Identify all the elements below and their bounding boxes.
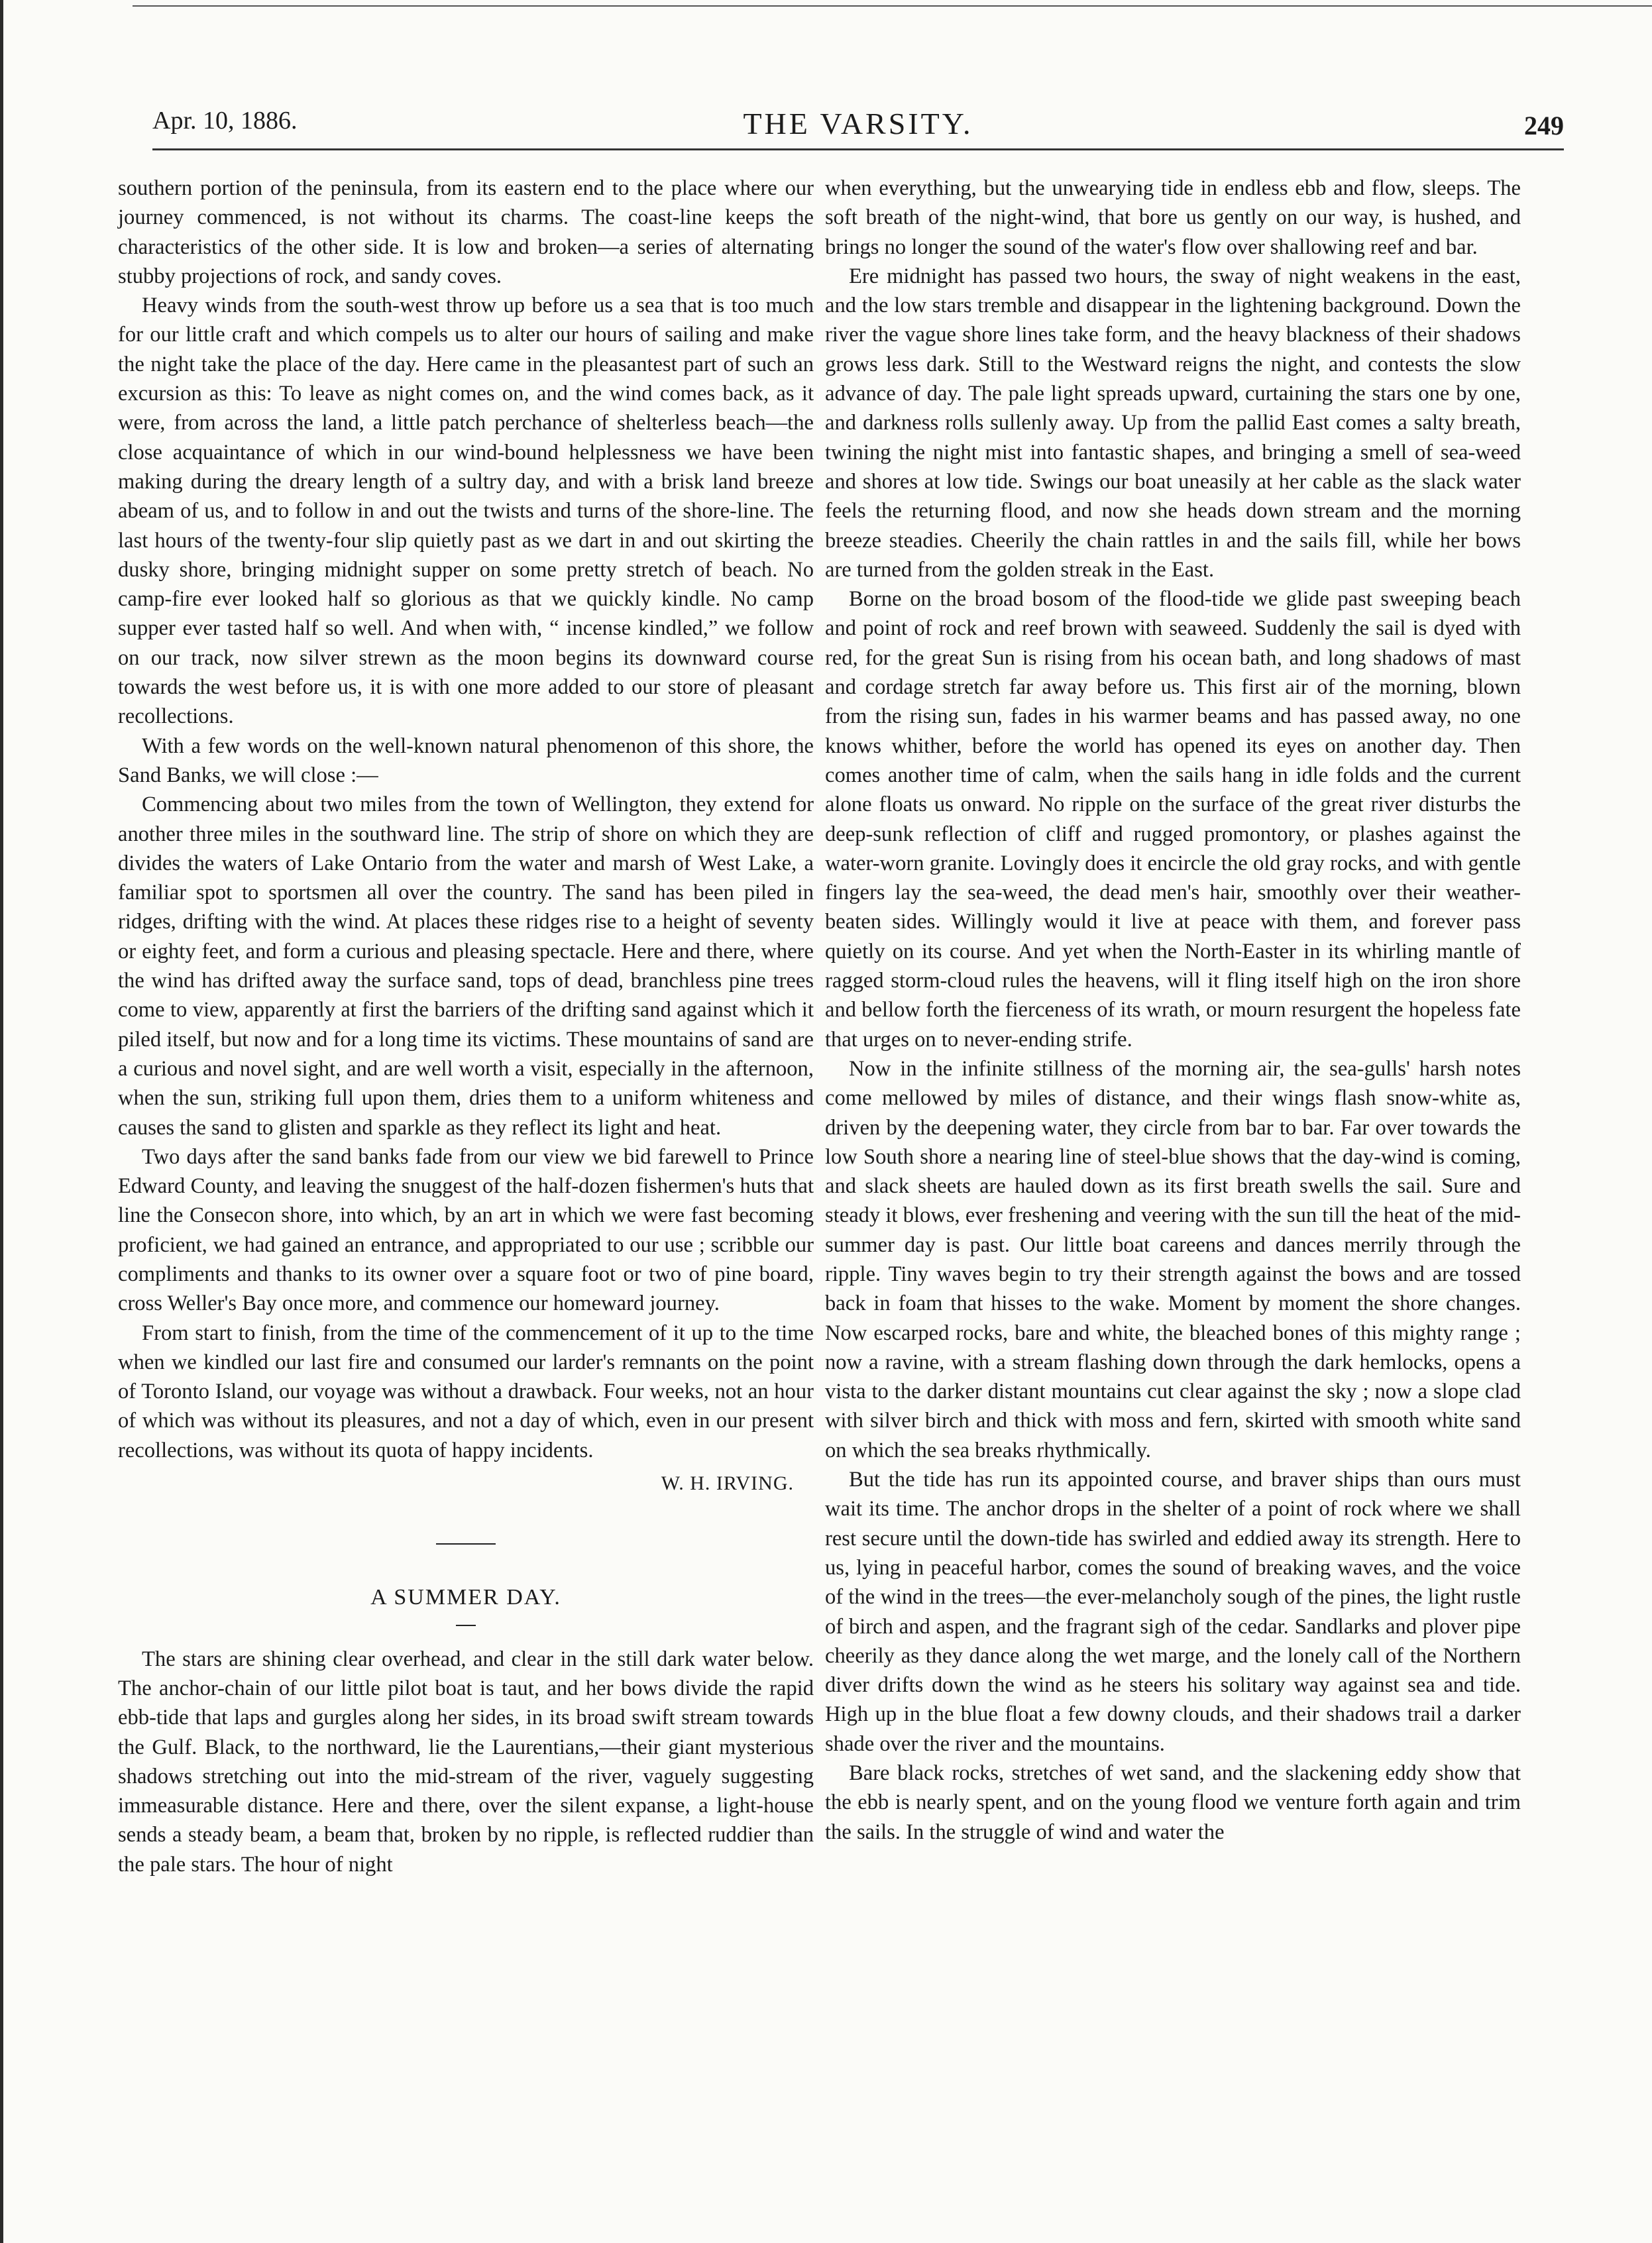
paragraph: With a few words on the well-known natural phenomenon of this shore, the Sand Banks, we will close :— <box>118 734 814 787</box>
paragraph: Two days after the sand banks fade from our view we bid farewell to Prince Edward County, and leaving the snuggest of the half-dozen fishermen's huts that line the Consecon shore, into which, by an art in which we were fast becoming proficient, we had gained an entrance, and appropriated to our use ; scribble our compliments and thanks to its owner over a square foot or two of pine board, cross Weller's Bay once more, and commence our homeward journey. <box>118 1144 814 1316</box>
right-column <box>825 174 1521 1847</box>
left-column <box>118 174 814 1879</box>
paragraph: From start to finish, from the time of the commencement of it up to the time when we kindled our last fire and consumed our larder's remnants on the point of Toronto Island, our voyage was without a drawback. Four weeks, not an hour of which was without its pleasures, and not a day of which, even in our present recollections, was without its quota of happy incidents. <box>118 1321 814 1462</box>
header-rule <box>152 148 1564 150</box>
top-border-rule <box>133 5 1652 7</box>
publication-title: THE VARSITY. <box>743 107 973 140</box>
paragraph: Heavy winds from the south-west throw up before us a sea that is too much for our little craft and which compels us to alter our hours of sailing and make the night take the place of the day. Here came in the pleasantest part of such an excursion as this: To leave as night comes on, and the wind comes back, as it were, from across the land, a little patch perchance of shelterless beach—the close acquaintance of which in our wind-bound helplessness we have been making during the dreary length of a sultry day, and with a brisk land breeze abeam of us, and to follow in and out the twists and turns of the shore-line. The last hours of the twenty-four slip quietly past as we dart in and out skirting the dusky shore, bringing midnight supper on some pretty stretch of beach. No camp-fire ever looked half so glorious as that we quickly kindle. No camp supper ever tasted half so well. And when with, “ incense kindled,” we follow on our track, now silver strewn as the moon begins its downward course towards the west before us, it is with one more added to our store of pleasant recollections. <box>118 294 814 729</box>
title-dash <box>456 1625 476 1626</box>
issue-date: Apr. 10, 1886. <box>152 107 298 135</box>
paragraph: Bare black rocks, stretches of wet sand, and the slackening eddy show that the ebb is nearly spent, and on the young flood we venture forth again and trim the sails. In the struggle of wind and water the <box>825 1761 1521 1844</box>
paragraph: Ere midnight has passed two hours, the sway of night weakens in the east, and the low stars tremble and disappear in the lightening background. Down the river the vague shore lines take form, and the heavy blackness of their shadows grows less dark. Still to the Westward reigns the night, and contests the slow advance of day. The pale light spreads upward, curtaining the stars one by one, and darkness rolls sullenly away. Up from the pallid East comes a salty breath, twining the night mist into fantastic shapes, and bringing a smell of sea-weed and shores at low tide. Swings our boat uneasily at her cable as the slack water feels the returning flood, and now she heads down stream and the morning breeze steadies. Cheerily the chain rattles in and the sails fill, while her bows are turned from the golden streak in the East. <box>825 264 1521 582</box>
page-number: 249 <box>1524 111 1564 140</box>
paragraph: when everything, but the unwearying tide in endless ebb and flow, sleeps. The soft breath of the night-wind, that bore us gently on our way, is hushed, and brings no longer the sound of the water's flow over shallowing reef and bar. <box>825 176 1521 259</box>
section-title: A SUMMER DAY. <box>370 1585 561 1610</box>
page-header <box>152 106 1564 152</box>
paragraph: Commencing about two miles from the town of Wellington, they extend for another three miles in the southward line. The strip of shore on which they are divides the waters of Lake Ontario from the water and marsh of West Lake, a familiar spot to sportsmen all over the country. The sand has been piled in ridges, drifting with the wind. At places these ridges rise to a height of seventy or eighty feet, and form a curious and pleasing spectacle. Here and there, where the wind has drifted away the surface sand, tops of dead, branchless pine trees come to view, apparently at first the barriers of the drifting sand against which it piled itself, but now and for a long time its victims. These mountains of sand are a curious and novel sight, and are well worth a visit, especially in the afternoon, when the sun, striking full upon them, dries them to a uniform whiteness and causes the sand to glisten and sparkle as they reflect its light and heat. <box>118 793 814 1140</box>
paragraph: The stars are shining clear overhead, and clear in the still dark water below. The anchor-chain of our little pilot boat is taut, and her bows divide the rapid ebb-tide that laps and gurgles along her sides, in its broad swift stream towards the Gulf. Black, to the northward, lie the Laurentians,—their giant mysterious shadows stretching out into the mid-stream of the river, vaguely suggesting immeasurable distance. Here and there, over the silent expanse, a light-house sends a steady beam, a beam that, broken by no ripple, is reflected ruddier than the pale stars. The hour of night <box>118 1647 814 1877</box>
paragraph: But the tide has run its appointed course, and braver ships than ours must wait its time. The anchor drops in the shelter of a point of rock where we shall rest secure until the down-tide has swirled and eddied away its strength. Here to us, lying in peaceful harbor, comes the sound of breaking waves, and the voice of the wind in the trees—the ever-melancholy sough of the pines, the light rustle of birch and aspen, and the fragrant sigh of the cedar. Sandlarks and plover pipe cheerily as they dance along the wet marge, and the lonely call of the Northern diver drifts down the wind as he steers his solitary way against sea and tide. High up in the blue float a few downy clouds, and their shadows trail a darker shade over the river and the mountains. <box>825 1468 1521 1756</box>
author-signature: W. H. IRVING. <box>661 1472 794 1495</box>
page-edge <box>0 0 3 2243</box>
paragraph: southern portion of the peninsula, from its eastern end to the place where our journey commenced, is not without its charms. The coast-line keeps the characteristics of the other side. It is low and broken—a series of alternating stubby projections of rock, and sandy coves. <box>118 176 814 288</box>
section-separator <box>436 1543 496 1545</box>
paragraph: Borne on the broad bosom of the flood-tide we glide past sweeping beach and point of rock and reef brown with seaweed. Suddenly the sail is dyed with red, for the great Sun is rising from his ocean bath, and long shadows of mast and cordage stretch far away before us. This first air of the morning, blown from the rising sun, fades in his warmer beams and has passed away, no one knows whither, before the world has opened its eyes on another day. Then comes another time of calm, when the sails hang in idle folds and the current alone floats us onward. No ripple on the surface of the great river disturbs the deep-sunk reflection of cliff and rugged promontory, or plashes against the water-worn granite. Lovingly does it encircle the old gray rocks, and with gentle fingers lay the sea-weed, the dead men's hair, smoothly over their weather-beaten sides. Willingly would it live at peace with them, and forever pass quietly on its course. And yet when the North-Easter in its whirling mantle of ragged storm-cloud rules the heavens, will it fling itself high on the iron shore and bellow forth the fierceness of its wrath, or mourn resurgent the hopeless fate that urges on to never-ending strife. <box>825 587 1521 1052</box>
paragraph: Now in the infinite stillness of the morning air, the sea-gulls' harsh notes come mellowed by miles of distance, and their wings flash snow-white as, driven by the deepening water, they circle from bar to bar. Far over towards the low South shore a nearing line of steel-blue shows that the day-wind is coming, and slack sheets are hauled down as its first breath swells the sail. Sure and steady it blows, ever freshening and veering with the sun till the heat of the mid-summer day is past. Our little boat careens and dances merrily through the ripple. Tiny waves begin to try their strength against the bows and are tossed back in foam that hisses to the wake. Moment by moment the shore changes. Now escarped rocks, bare and white, the bleached bones of this mighty range ; now a ravine, with a stream flashing down through the dark hemlocks, opens a vista to the darker distant mountains cut clear against the sky ; now a slope clad with silver birch and thick with moss and fern, skirted with smooth white sand on which the sea breaks rhythmically. <box>825 1056 1521 1462</box>
